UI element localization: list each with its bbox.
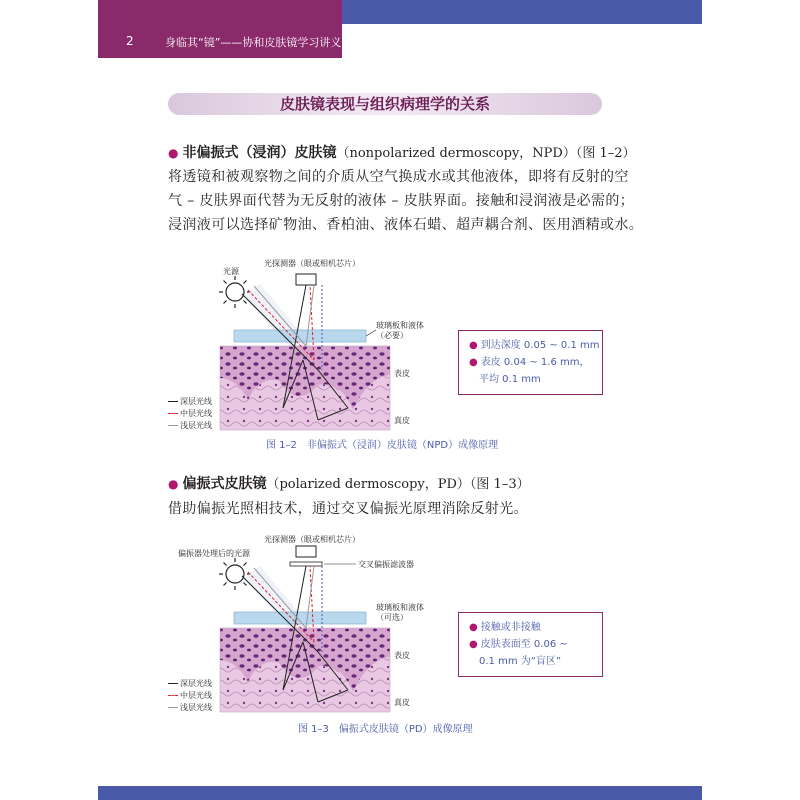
figure-pd — [168, 532, 608, 737]
pd-info-box — [458, 612, 603, 677]
glass-label: 玻璃板和液体 — [376, 603, 424, 612]
legend-deep: 深层光线 — [168, 678, 212, 690]
ray-legend — [168, 678, 212, 714]
glass-label-note: （必要） — [376, 331, 408, 340]
filter-label: 交叉偏振滤波器 — [358, 560, 414, 569]
npd-paragraph-line: 浸润液可以选择矿物油、香柏油、液体石蜡、超声耦合剂、医用酒精或水。 — [168, 217, 644, 233]
pd-heading: ● 偏振式皮肤镜（polarized dermoscopy，PD）（图 1–3） — [168, 476, 530, 492]
header-accent-bar — [342, 0, 702, 24]
npd-heading: ● 非偏振式（浸润）皮肤镜（nonpolarized dermoscopy，NPD）（图 1–2） — [168, 145, 636, 161]
legend-shallow: 浅层光线 — [168, 702, 212, 714]
legend-deep: 深层光线 — [168, 396, 212, 408]
info-item: 平均 0.1 mm — [479, 374, 541, 385]
light-source-label: 光源 — [223, 267, 239, 276]
npd-paragraph-line: 将透镜和被观察物之间的介质从空气换成水或其他液体，即将有反射的空 — [168, 169, 629, 185]
info-item: 0.1 mm 为“盲区” — [479, 656, 562, 667]
legend-middle: 中层光线 — [168, 690, 212, 702]
sun-icon — [219, 276, 251, 308]
npd-info-box — [458, 330, 603, 395]
detector-label: 光探测器（眼或相机芯片） — [264, 535, 360, 544]
figure-caption: 图 1–3 偏振式皮肤镜（PD）成像原理 — [298, 724, 473, 735]
running-title: 身临其“镜”——协和皮肤镜学习讲义 — [165, 36, 342, 49]
figure-npd — [168, 250, 608, 450]
page-number: 2 — [126, 34, 134, 48]
npd-paragraph-line: 气 – 皮肤界面代替为无反射的液体 – 皮肤界面。接触和浸润液是必需的； — [168, 193, 635, 209]
info-item: ● 接触或非接触 — [469, 622, 541, 633]
light-source-label: 偏振器处理后的光源 — [178, 549, 250, 558]
section-title: 皮肤镜表现与组织病理学的关系 — [279, 95, 490, 113]
footer-bar — [98, 786, 702, 800]
info-item: ● 表皮 0.04 ~ 1.6 mm， — [469, 357, 590, 368]
glass-label-note: （可选） — [376, 613, 408, 622]
pd-paragraph-line: 借助偏振光照相技术，通过交叉偏振光原理消除反射光。 — [168, 501, 528, 517]
legend-shallow: 浅层光线 — [168, 420, 212, 432]
info-item: ● 皮肤表面至 0.06 ~ — [469, 639, 568, 650]
dermis-label: 真皮 — [394, 416, 410, 425]
detector-label: 光探测器（眼或相机芯片） — [264, 259, 360, 268]
sun-icon — [219, 558, 251, 590]
info-item: ● 到达深度 0.05 ~ 0.1 mm — [469, 340, 600, 351]
bullet-icon: ● — [168, 477, 179, 491]
dermis-label: 真皮 — [394, 698, 410, 707]
epidermis-label: 表皮 — [394, 651, 410, 660]
figure-caption: 图 1–2 非偏振式（浸润）皮肤镜（NPD）成像原理 — [266, 440, 499, 451]
epidermis-label: 表皮 — [394, 369, 410, 378]
ray-legend — [168, 396, 212, 432]
legend-middle: 中层光线 — [168, 408, 212, 420]
bullet-icon: ● — [168, 146, 179, 160]
glass-label: 玻璃板和液体 — [376, 321, 424, 330]
